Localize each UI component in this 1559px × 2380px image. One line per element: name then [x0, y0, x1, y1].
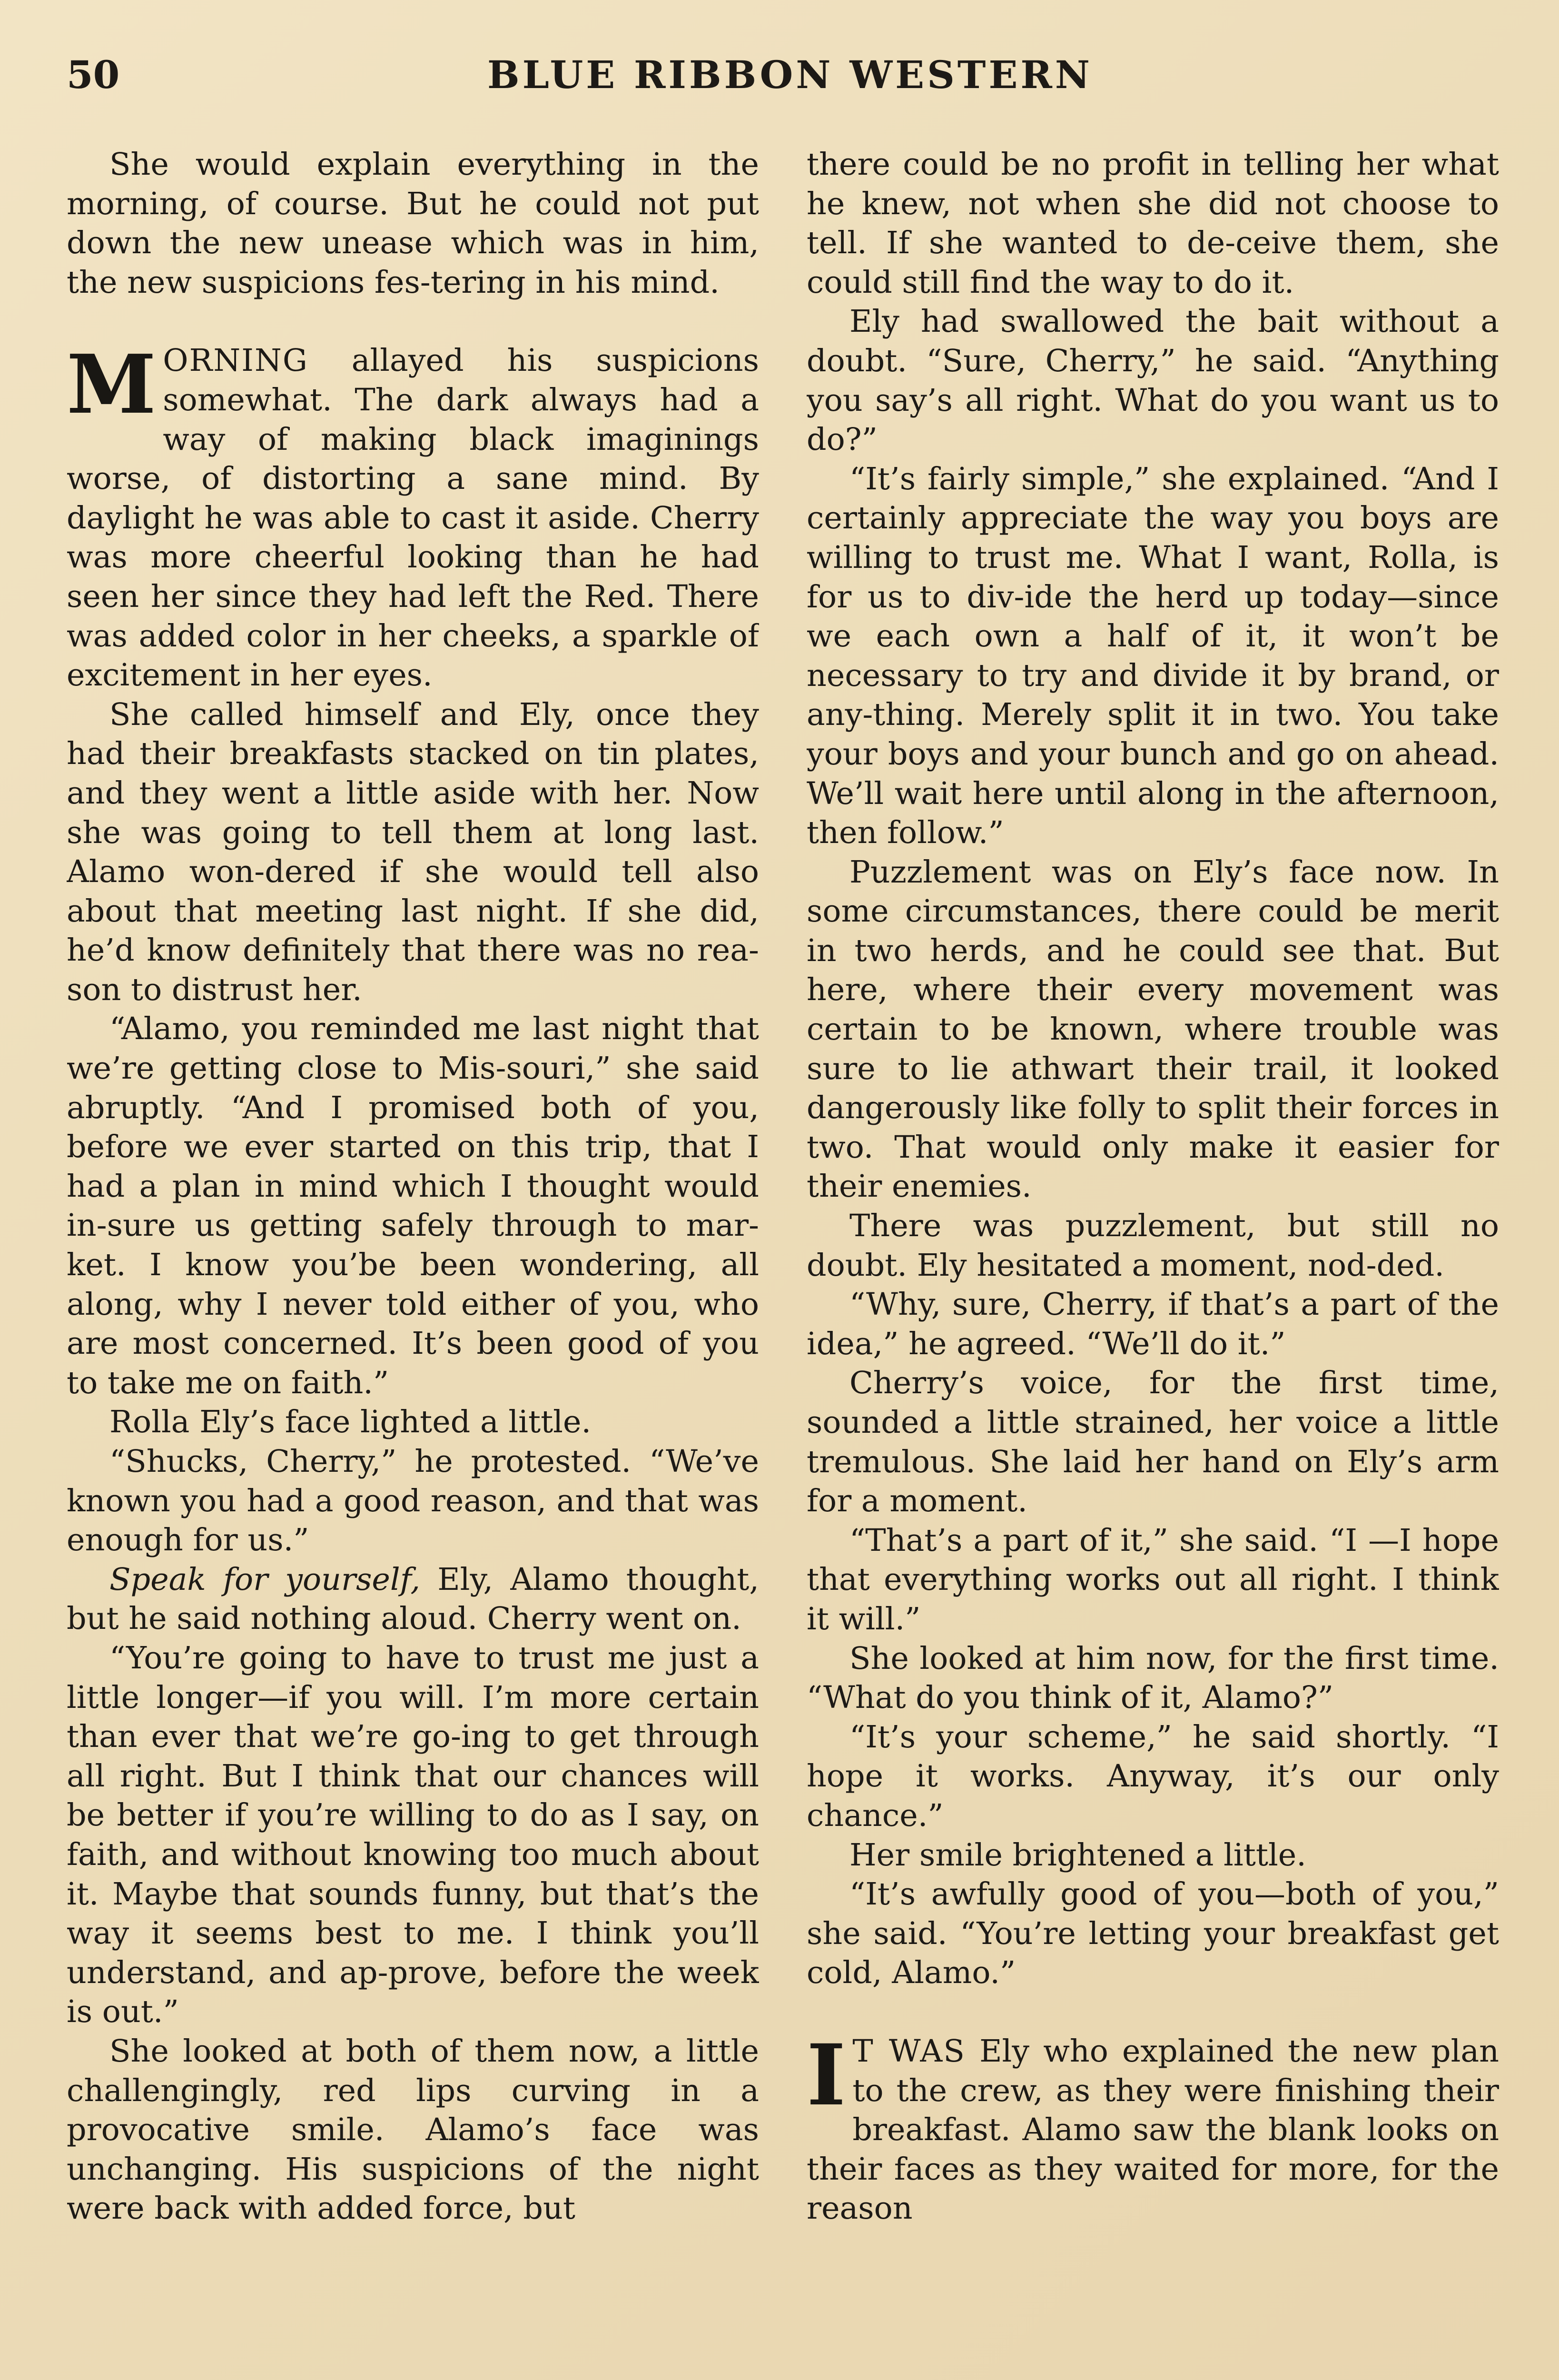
paragraph: “Alamo, you reminded me last night that we’re getting close to Mis-souri,” she said abruptly. “And I promised both of you, before we ever started on this trip, that I had a plan in mind which I thought would in-sure us getting safely through to mar-ket. I know you’be been wondering, all along, why I never told either of you, who are most concerned. It’s been good of you to take me on faith.” [67, 1011, 759, 1401]
text-columns [67, 145, 1499, 2380]
section-opening-paragraph [67, 337, 759, 695]
paragraph: She would explain everything in the morning, of course. But he could not put down the new unease which was in him, the new suspicions fes-tering in his mind. [67, 147, 759, 300]
right-column [807, 145, 1499, 2380]
paragraph: “It’s fairly simple,” she explained. “And I certainly appreciate the way you boys are willing to trust me. What I want, Rolla, is for us to div-ide the herd up today—since we each own a half of it, it won’t be necessary to try and divide it by brand, or any-thing. Merely split it in two. You take your boys and your bunch and go on ahead. We’ll wait here until along in the afternoon, then follow.” [807, 461, 1499, 851]
paragraph: Ely had swallowed the bait without a doubt. “Sure, Cherry,” he said. “Anything you say’s all right. What do you want us to do?” [807, 304, 1499, 458]
drop-cap: M [67, 337, 157, 433]
paragraph: “You’re going to have to trust me just a little longer—if you will. I’m more certain than ever that we’re go-ing to get through all right. But I think that our chances will be better if you’re willing to do as I say, on faith, and without knowing too much about it. Maybe that sounds funny, but that’s the way it seems best to me. I think you’ll understand, and ap-prove, before the week is out.” [67, 1640, 759, 2030]
page-header [67, 52, 1513, 114]
paragraph-text: Ely, Alamo thought, but he said nothing aloud. Cherry went on. [67, 1561, 759, 1637]
paragraph [67, 1560, 759, 1639]
paragraph: Cherry’s voice, for the first time, sounded a little strained, her voice a little tremulous. She laid her hand on Ely’s arm for a moment. [807, 1365, 1499, 1519]
running-title: BLUE RIBBON WESTERN [487, 52, 1093, 97]
paragraph-continued: there could be no profit in telling her what he knew, not when she did not choose to tell. If she wanted to de-ceive them, she could still find the way to do it. [807, 147, 1499, 300]
paragraph: “Why, sure, Cherry, if that’s a part of the idea,” he agreed. “We’ll do it.” [807, 1287, 1499, 1362]
paragraph: Puzzlement was on Ely’s face now. In some circumstances, there could be merit in two herds, and he could see that. But here, where their every movement was certain to be known, where trouble was sure to lie athwart their trail, it looked dangerously like folly to split their forces in two. That would only make it easier for their enemies. [807, 854, 1499, 1205]
paragraph: “It’s your scheme,” he said shortly. “I hope it works. Anyway, it’s our only chance.” [807, 1719, 1499, 1834]
paragraph: There was puzzlement, but still no doubt. Ely hesitated a moment, nod-ded. [807, 1208, 1499, 1283]
section-text: allayed his suspicions somewhat. The dark always had a way of making black imaginings worse, of distorting a sane mind. By daylight he was able to cast it aside. Cherry was more cheerful looking than he had seen her since they had left the Red. There was added color in her cheeks, a sparkle of excitement in her eyes. [67, 343, 759, 694]
section-lead-word: T WAS [852, 2033, 966, 2069]
drop-cap: I [807, 2025, 846, 2124]
paragraph: Her smile brightened a little. [849, 1837, 1306, 1873]
paragraph: She looked at both of them now, a little challengingly, red lips curving in a provocative smile. Alamo’s face was unchanging. His suspicions of the night were back with added force, but [67, 2033, 759, 2227]
section-text: Ely who explained the new plan to the crew, as they were finishing their breakfast. Alamo saw the blank looks on their faces as they waited for more, for the reason [807, 2033, 1499, 2227]
italic-thought: Speak for yourself, [109, 1561, 421, 1597]
paragraph: She called himself and Ely, once they had their breakfasts stacked on tin plates, and they went a little aside with her. Now she was going to tell them at long last. Alamo won-dered if she would tell also about that meeting last night. If she did, he’d know definitely that there was no rea-son to distrust her. [67, 696, 759, 1008]
paragraph: Rolla Ely’s face lighted a little. [109, 1404, 592, 1440]
left-column [67, 145, 759, 2380]
section-break [807, 1993, 1499, 2032]
section-lead-word: ORNING [163, 343, 308, 379]
paragraph: “Shucks, Cherry,” he protested. “We’ve known you had a good reason, and that was enough for us.” [67, 1444, 759, 1558]
paragraph: She looked at him now, for the first time. “What do you think of it, Alamo?” [807, 1640, 1499, 1716]
section-opening-paragraph [807, 2025, 1499, 2229]
paragraph: “It’s awfully good of you—both of you,” she said. “You’re letting your breakfast get cold, Alamo.” [807, 1876, 1499, 1991]
section-break [67, 302, 759, 341]
paragraph: “That’s a part of it,” she said. “I —I hope that everything works out all right. I think it will.” [807, 1522, 1499, 1637]
page-number: 50 [67, 52, 120, 97]
